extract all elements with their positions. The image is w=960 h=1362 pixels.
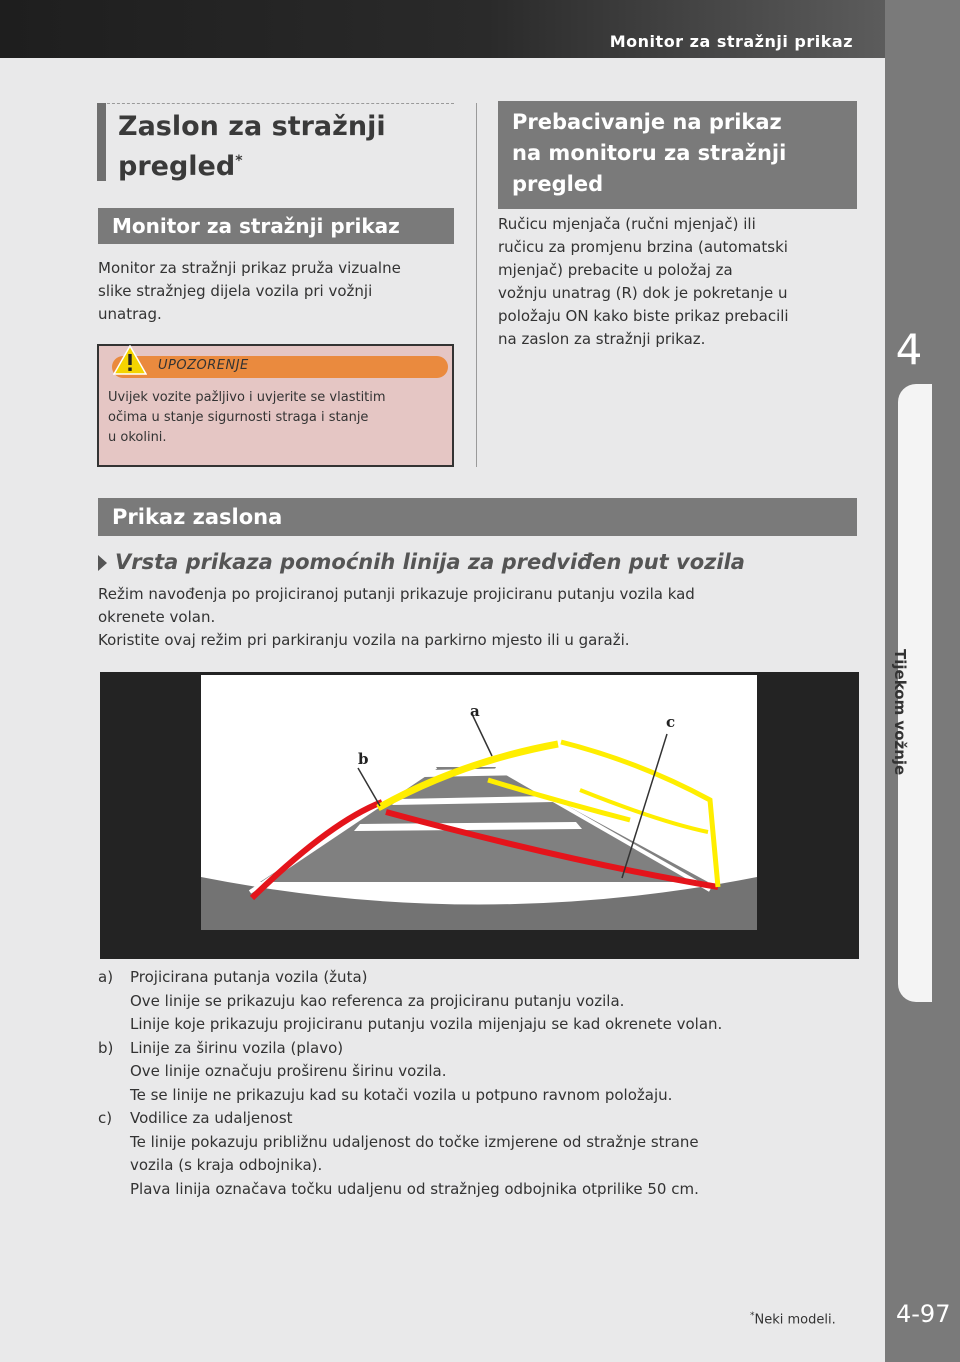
right-paragraph [498,213,863,351]
column-divider [476,103,477,467]
intro-line: Koristite ovaj režim pri parkiranju vozila na parkirno mjesto ili u garaži. [98,631,630,649]
warning-line: u okolini. [108,430,167,445]
paragraph-line: mjenjač) prebacite u položaj za [498,261,733,279]
right-heading [498,101,857,209]
header-bar [0,0,885,58]
display-heading: Prikaz zaslona [98,498,857,536]
section-title-text: Zaslon za stražnji pregled [118,111,386,182]
chapter-label: Tijekom vožnje [891,649,909,776]
display-subheading [98,550,745,574]
intro-line: okrenete volan. [98,608,216,626]
paragraph-line: vožnju unatrag (R) dok je pokretanje u [498,284,788,302]
item-line: Ove linije označuju proširenu širinu vozila. [130,1062,447,1080]
item-line: Projicirana putanja vozila (žuta) [130,968,368,986]
callout-c: c [666,713,676,731]
item-line: vozila (s kraja odbojnika). [130,1156,323,1174]
item-line: Ove linije se prikazuju kao referenca za projiciranu putanju vozila. [130,991,625,1010]
footnote-text: Neki modeli. [754,1312,836,1328]
callout-b: b [358,750,369,768]
arrow-icon [98,555,107,571]
header-title: Monitor za stražnji prikaz [609,32,853,51]
item-line: Linije koje prikazuju projiciranu putanju vozila mijenjaju se kad okrenete volan. [130,1015,723,1033]
item-letter: a) [98,968,114,986]
item-letter: c) [98,1109,113,1127]
item-line: Te se linije ne prikazuju kad su kotači vozila u potpuno ravnom položaju. [130,1085,673,1104]
paragraph-line: Monitor za stražnji prikaz pruža vizualne [98,259,401,277]
right-heading-line: pregled [512,172,604,196]
section-title-mark: * [235,153,243,169]
item-line: Linije za širinu vozila (plavo) [130,1038,344,1057]
paragraph-line: položaju ON kako biste prikaz prebacili [498,307,789,325]
rear-view-figure [100,672,859,959]
callout-a: a [470,702,480,720]
intro-line: Režim navođenja po projiciranoj putanji prikazuje projiciranu putanju vozila kad [98,585,695,603]
warning-icon [113,345,147,375]
legend-list [98,966,858,1201]
footnote-mark: * [750,1311,755,1321]
paragraph-line: ručicu za promjenu brzina (automatski [498,238,788,256]
warning-line: očima u stanje sigurnosti straga i stanje [108,410,369,425]
right-heading-line: Prebacivanje na prikaz [512,110,782,134]
item-line: Te linije pokazuju približnu udaljenost do točke izmjerene od stražnje strane [130,1132,699,1151]
item-line: Plava linija označava točku udaljenu od stražnjeg odbojnika otprilike 50 cm. [130,1179,699,1198]
left-paragraph [98,257,458,326]
page-number: 4-97 [896,1300,951,1328]
list-item [98,1107,858,1201]
warning-line: Uvijek vozite pažljivo i uvjerite se vlastitim [108,390,386,405]
left-heading: Monitor za stražnji prikaz [98,208,454,244]
paragraph-line: na zaslon za stražnji prikaz. [498,330,706,348]
item-letter: b) [98,1038,114,1057]
item-line: Vodilice za udaljenost [130,1109,293,1127]
paragraph-line: Ručicu mjenjača (ručni mjenjač) ili [498,215,756,233]
list-item [98,1037,858,1108]
warning-title: UPOZORENJE [158,358,249,373]
display-intro [98,583,858,652]
warning-text [108,388,448,448]
right-heading-line: na monitoru za stražnji [512,141,787,165]
chapter-number: 4 [895,325,923,374]
paragraph-line: unatrag. [98,305,162,323]
display-subheading-text: Vrsta prikaza pomoćnih linija za predviđen put vozila [115,550,745,574]
section-title [118,110,418,184]
list-item [98,966,858,1037]
footnote [750,1311,836,1327]
section-title-bar [97,103,106,181]
paragraph-line: slike stražnjeg dijela vozila pri vožnji [98,282,373,300]
